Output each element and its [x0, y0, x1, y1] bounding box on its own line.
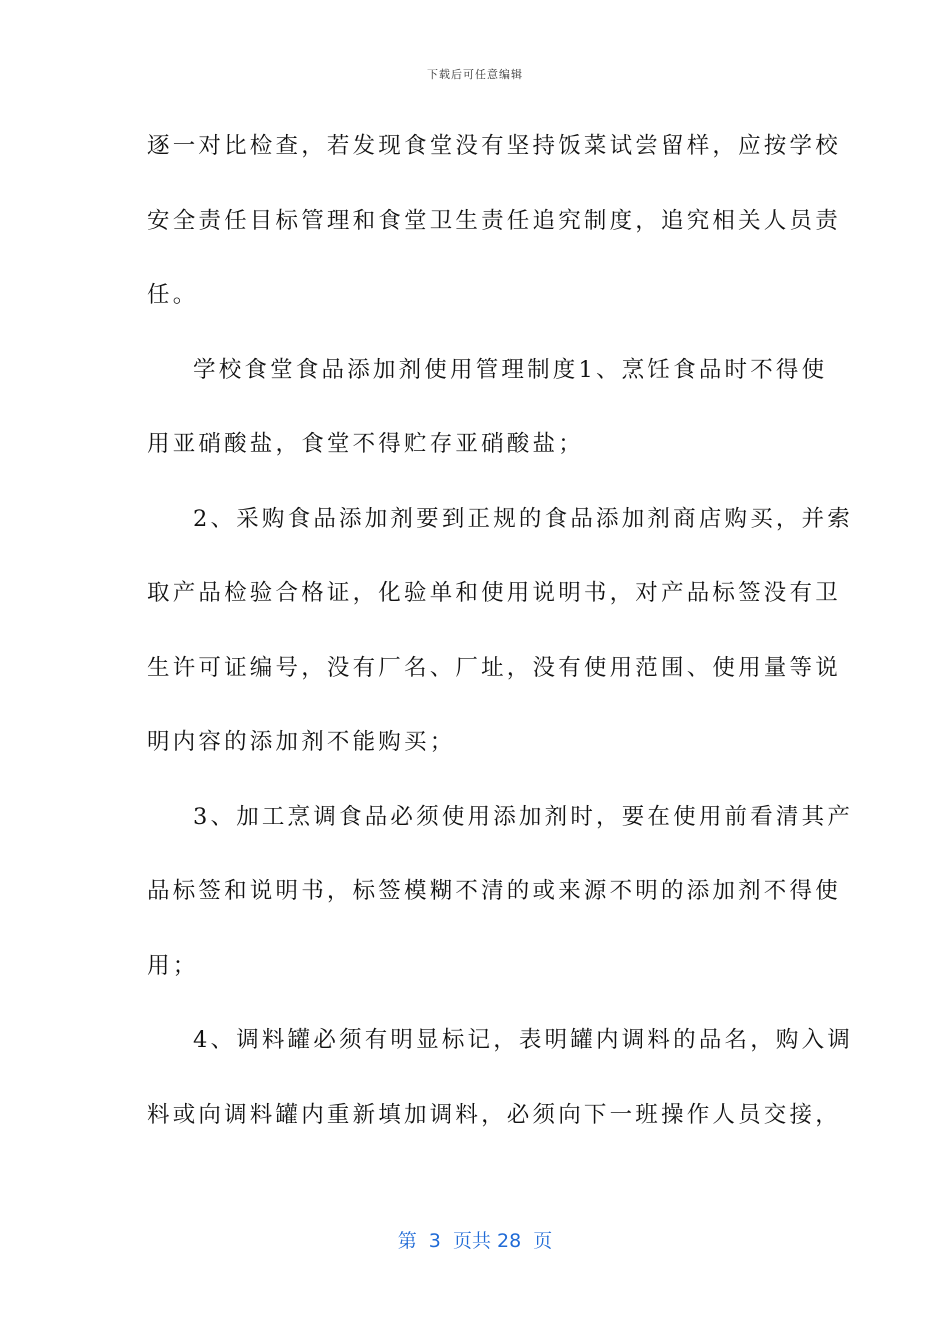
text-line: 生许可证编号，没有厂名、厂址，没有使用范围、使用量等说 [147, 654, 841, 681]
text-line: 用亚硝酸盐，食堂不得贮存亚硝酸盐； [147, 431, 584, 457]
page-number-footer: 第 3 页共 28 页 [397, 1230, 553, 1252]
text-line: 料或向调料罐内重新填加调料，必须向下一班操作人员交接， [147, 1101, 841, 1128]
header-note: 下载后可任意编辑 [427, 68, 523, 81]
paragraph-start-line: 2、采购食品添加剂要到正规的食品添加剂商店购买，并索 [193, 505, 854, 532]
document-body [147, 124, 854, 1167]
text-line: 用； [147, 952, 199, 979]
text-line: 品标签和说明书，标签模糊不清的或来源不明的添加剂不得使 [147, 878, 841, 904]
paragraph-start-line: 学校食堂食品添加剂使用管理制度1、烹饪食品时不得使 [193, 356, 828, 383]
text-line: 逐一对比检查，若发现食堂没有坚持饭菜试尝留样，应按学校 [147, 133, 841, 159]
text-line: 取产品检验合格证，化验单和使用说明书，对产品标签没有卫 [147, 580, 841, 606]
text-line: 任。 [147, 282, 199, 308]
paragraph-start-line: 4、调料罐必须有明显标记，表明罐内调料的品名，购入调 [193, 1027, 854, 1053]
text-line: 安全责任目标管理和食堂卫生责任追究制度，追究相关人员责 [147, 207, 841, 234]
paragraph-start-line: 3、加工烹调食品必须使用添加剂时，要在使用前看清其产 [193, 803, 854, 830]
text-line: 明内容的添加剂不能购买； [147, 729, 456, 755]
